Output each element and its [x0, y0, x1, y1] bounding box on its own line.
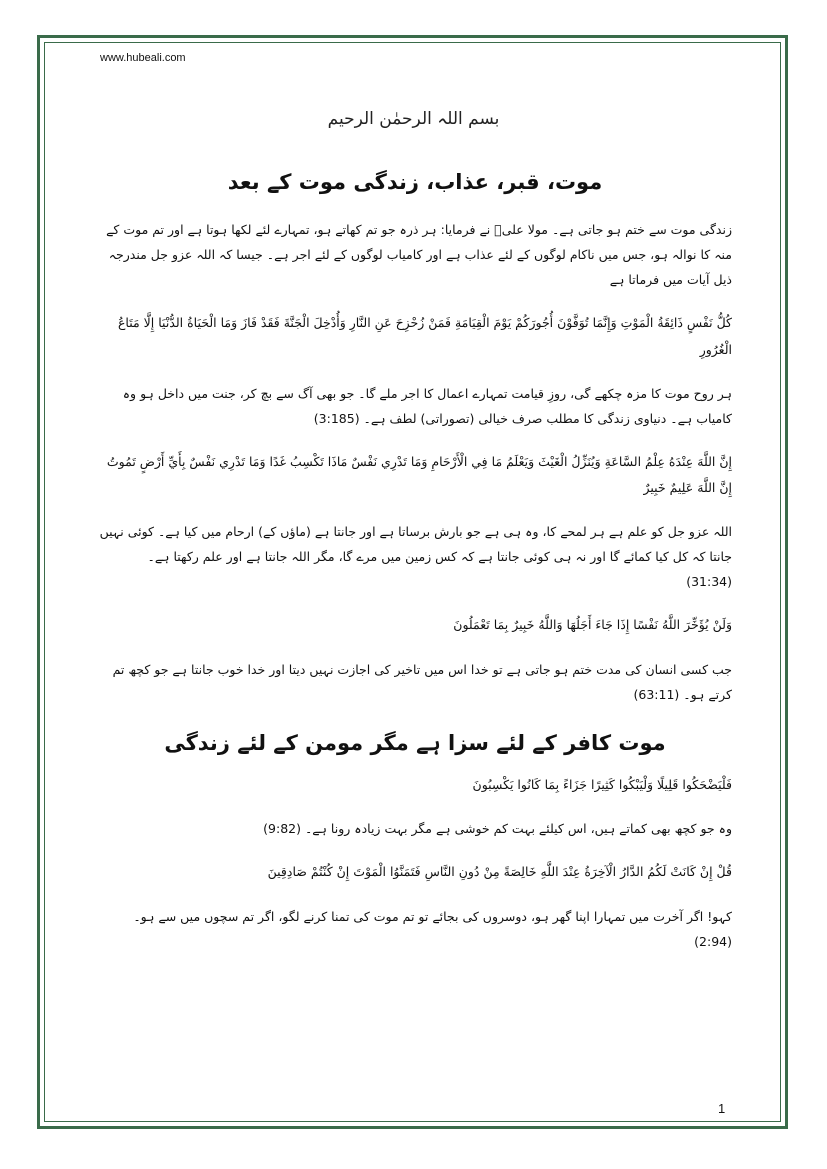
arabic-verse-2-94: قُلْ إِنْ كَانَتْ لَكُمُ الدَّارُ الْآخِرَةُ عِنْدَ اللَّهِ خَالِصَةً مِنْ دُونِ النَّاسِ فَتَمَنَّوُا الْمَوْتَ إِنْ كُنْتُمْ صَادِقِينَ — [267, 864, 732, 880]
document-body — [98, 168, 732, 972]
arabic-verse-63-11: وَلَنْ يُؤَخِّرَ اللَّهُ نَفْسًا إِذَا جَاءَ أَجَلُهَا وَاللَّهُ خَبِيرٌ بِمَا تَعْمَلُونَ — [453, 617, 732, 633]
urdu-paragraph-intro: زندگی موت سے ختم ہو جاتی ہے۔ مولا علیؑ نے فرمایا: ہر ذرہ جو تم کھاتے ہو، تمہارے لئے لکھا ہوتا ہے اور تم موت کے منہ کا نوالہ ہو، جس میں ناکام لوگوں کے لئے عذاب ہے اور کامیاب لوگوں کے لئے اجر ہے۔ جیسا کہ اللہ عزو جل مندرجہ ذیل آیات میں فرماتا ہے — [106, 222, 732, 288]
arabic-verse-9-82: فَلْيَضْحَكُوا قَلِيلًا وَلْيَبْكُوا كَثِيرًا جَزَاءً بِمَا كَانُوا يَكْسِبُونَ — [472, 777, 732, 793]
section-heading-death-punishment: موت کافر کے لئے سزا ہے مگر مومن کے لئے زندگی — [164, 730, 666, 755]
site-url: www.hubeali.com — [100, 52, 186, 64]
bismillah-calligraphy: بسم اللہ الرحمٰن الرحیم — [327, 109, 500, 129]
urdu-translation-63-11: جب کسی انسان کی مدت ختم ہو جاتی ہے تو خدا اس میں تاخیر کی اجازت نہیں دیتا اور خدا خوب جانتا ہے جو کچھ تم کرتے ہو۔ (63:11) — [112, 661, 732, 702]
urdu-translation-3-185: ہر روح موت کا مزہ چکھے گی، روزِ قیامت تمہارے اعمال کا اجر ملے گا۔ جو بھی آگ سے بچ کر، جنت میں داخل ہو وہ کامیاب ہے۔ دنیاوی زندگی کا مطلب صرف خیالی (تصوراتی) لطف ہے۔ (3:185) — [122, 385, 732, 426]
page-number: 1 — [718, 1101, 726, 1116]
urdu-translation-9-82: وہ جو کچھ بھی کماتے ہیں، اس کیلئے بہت کم خوشی ہے مگر بہت زیادہ رونا ہے۔ (9:82) — [263, 821, 732, 837]
arabic-verse-3-185: كُلُّ نَفْسٍ ذَائِقَةُ الْمَوْتِ وَإِنَّمَا تُوَفَّوْنَ أُجُورَكُمْ يَوْمَ الْقِيَامَةِ فَمَنْ زُحْزِحَ عَنِ النَّارِ وَأُدْخِلَ الْجَنَّةَ فَقَدْ فَازَ وَمَا الْحَيَاةُ الدُّنْيَا إِلَّا مَتَاعُ الْغُرُورِ — [117, 315, 732, 357]
section-heading-death-grave: موت، قبر، عذاب، زندگی موت کے بعد — [227, 170, 603, 194]
arabic-verse-31-34: إِنَّ اللَّهَ عِنْدَهُ عِلْمُ السَّاعَةِ وَيُنَزِّلُ الْغَيْثَ وَيَعْلَمُ مَا فِي الْأَرْحَامِ وَمَا تَدْرِي نَفْسٌ مَاذَا تَكْسِبُ غَدًا وَمَا تَدْرِي نَفْسٌ بِأَيِّ أَرْضٍ تَمُوتُ إِنَّ اللَّهَ عَلِيمٌ خَبِيرٌ — [106, 453, 732, 496]
urdu-translation-31-34: اللہ عزو جل کو علم ہے ہر لمحے کا، وہ ہی ہے جو بارش برساتا ہے اور جانتا ہے (ماؤں کے) ارحام میں کیا ہے۔ کوئی نہیں جانتا کہ کل کیا کمائے گا اور نہ ہی کوئی جانتا ہے کہ کس زمین میں مرے گا، مگر اللہ جانتا ہے اور علم رکھتا ہے۔ (31:34) — [99, 524, 732, 590]
urdu-translation-2-94: کہو! اگر آخرت میں تمہارا اپنا گھر ہو، دوسروں کی بجائے تو تم موت کی تمنا کرنے لگو، اگر تم سچوں میں سے ہو۔ (2:94) — [133, 908, 732, 949]
